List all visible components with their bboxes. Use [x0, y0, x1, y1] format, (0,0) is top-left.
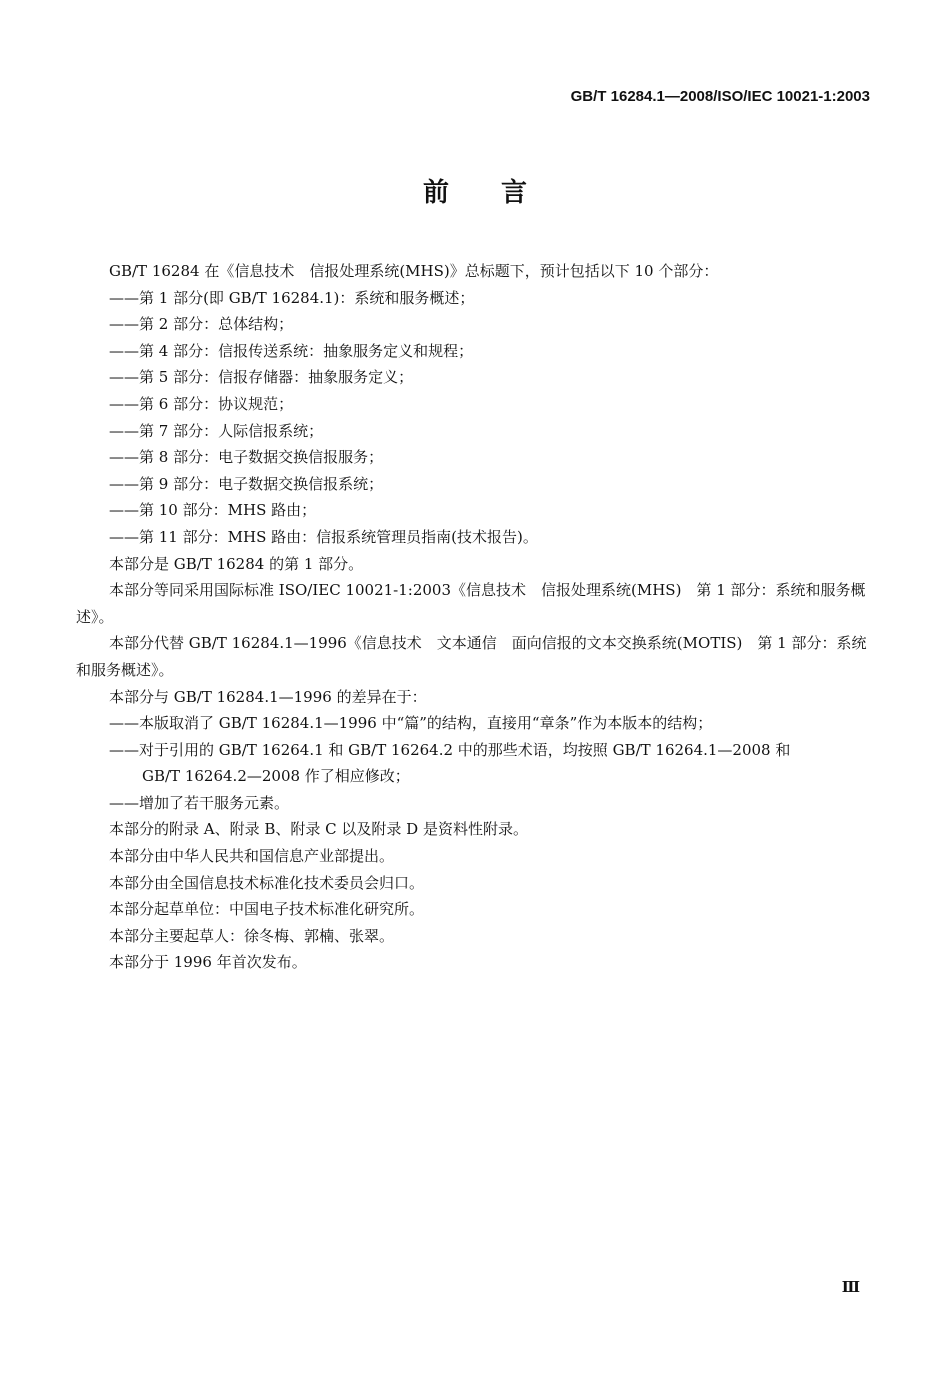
- list-item: ——第 8 部分：电子数据交换信报服务；: [109, 448, 384, 467]
- diff-item-continuation: GB/T 16264.2—2008 作了相应修改；: [142, 767, 410, 786]
- list-item: ——第 11 部分：MHS 路由：信报系统管理员指南(技术报告)。: [109, 527, 538, 546]
- list-item: ——第 10 部分：MHS 路由；: [109, 501, 317, 520]
- adopt-paragraph: 本部分等同采用国际标准 ISO/IEC 10021-1:2003《信息技术 信报处理系统(MHS) 第 1 部分：系统和服务概述》。: [76, 581, 866, 626]
- diff-item: ——增加了若干服务元素。: [109, 793, 290, 812]
- list-item: ——第 2 部分：总体结构；: [109, 315, 294, 334]
- list-item: ——第 9 部分：电子数据交换信报系统；: [109, 474, 384, 493]
- list-item: ——第 1 部分(即 GB/T 16284.1)：系统和服务概述；: [109, 288, 475, 307]
- intro-paragraph: GB/T 16284 在《信息技术 信报处理系统(MHS)》总标题下，预计包括以下 10 个部分：: [109, 262, 719, 280]
- diff-intro-paragraph: 本部分与 GB/T 16284.1—1996 的差异在于：: [109, 687, 427, 706]
- list-item: ——第 7 部分：人际信报系统；: [109, 421, 324, 440]
- list-item: ——第 5 部分：信报存储器：抽象服务定义；: [109, 368, 414, 387]
- annex-paragraph: 本部分的附录 A、附录 B、附录 C 以及附录 D 是资料性附录。: [109, 820, 528, 839]
- drafters-paragraph: 本部分主要起草人：徐冬梅、郭楠、张翠。: [109, 926, 395, 945]
- diff-item: [76, 737, 872, 790]
- drafting-unit-paragraph: 本部分起草单位：中国电子技术标准化研究所。: [109, 900, 425, 919]
- standard-id-header: GB/T 16284.1—2008/ISO/IEC 10021-1:2003: [570, 88, 870, 105]
- list-item: ——第 4 部分：信报传送系统：抽象服务定义和规程；: [109, 341, 474, 360]
- foreword-body: [76, 258, 872, 976]
- page-number: Ⅲ: [841, 1278, 860, 1296]
- replace-paragraph: 本部分代替 GB/T 16284.1—1996《信息技术 文本通信 面向信报的文本交换系统(MOTIS) 第 1 部分：系统和服务概述》。: [76, 634, 867, 679]
- page-title: 前言: [422, 178, 579, 208]
- first-release-paragraph: 本部分于 1996 年首次发布。: [109, 953, 307, 972]
- proposed-paragraph: 本部分由中华人民共和国信息产业部提出。: [109, 847, 395, 866]
- part-of-paragraph: 本部分是 GB/T 16284 的第 1 部分。: [109, 554, 364, 573]
- diff-item-line: ——对于引用的 GB/T 16264.1 和 GB/T 16264.2 中的那些术语，均按照 GB/T 16264.1—2008 和: [109, 740, 791, 759]
- diff-item: ——本版取消了 GB/T 16284.1—1996 中“篇”的结构，直接用“章条”作为本版本的结构；: [109, 714, 713, 733]
- centralized-paragraph: 本部分由全国信息技术标准化技术委员会归口。: [109, 873, 425, 892]
- list-item: ——第 6 部分：协议规范；: [109, 394, 294, 413]
